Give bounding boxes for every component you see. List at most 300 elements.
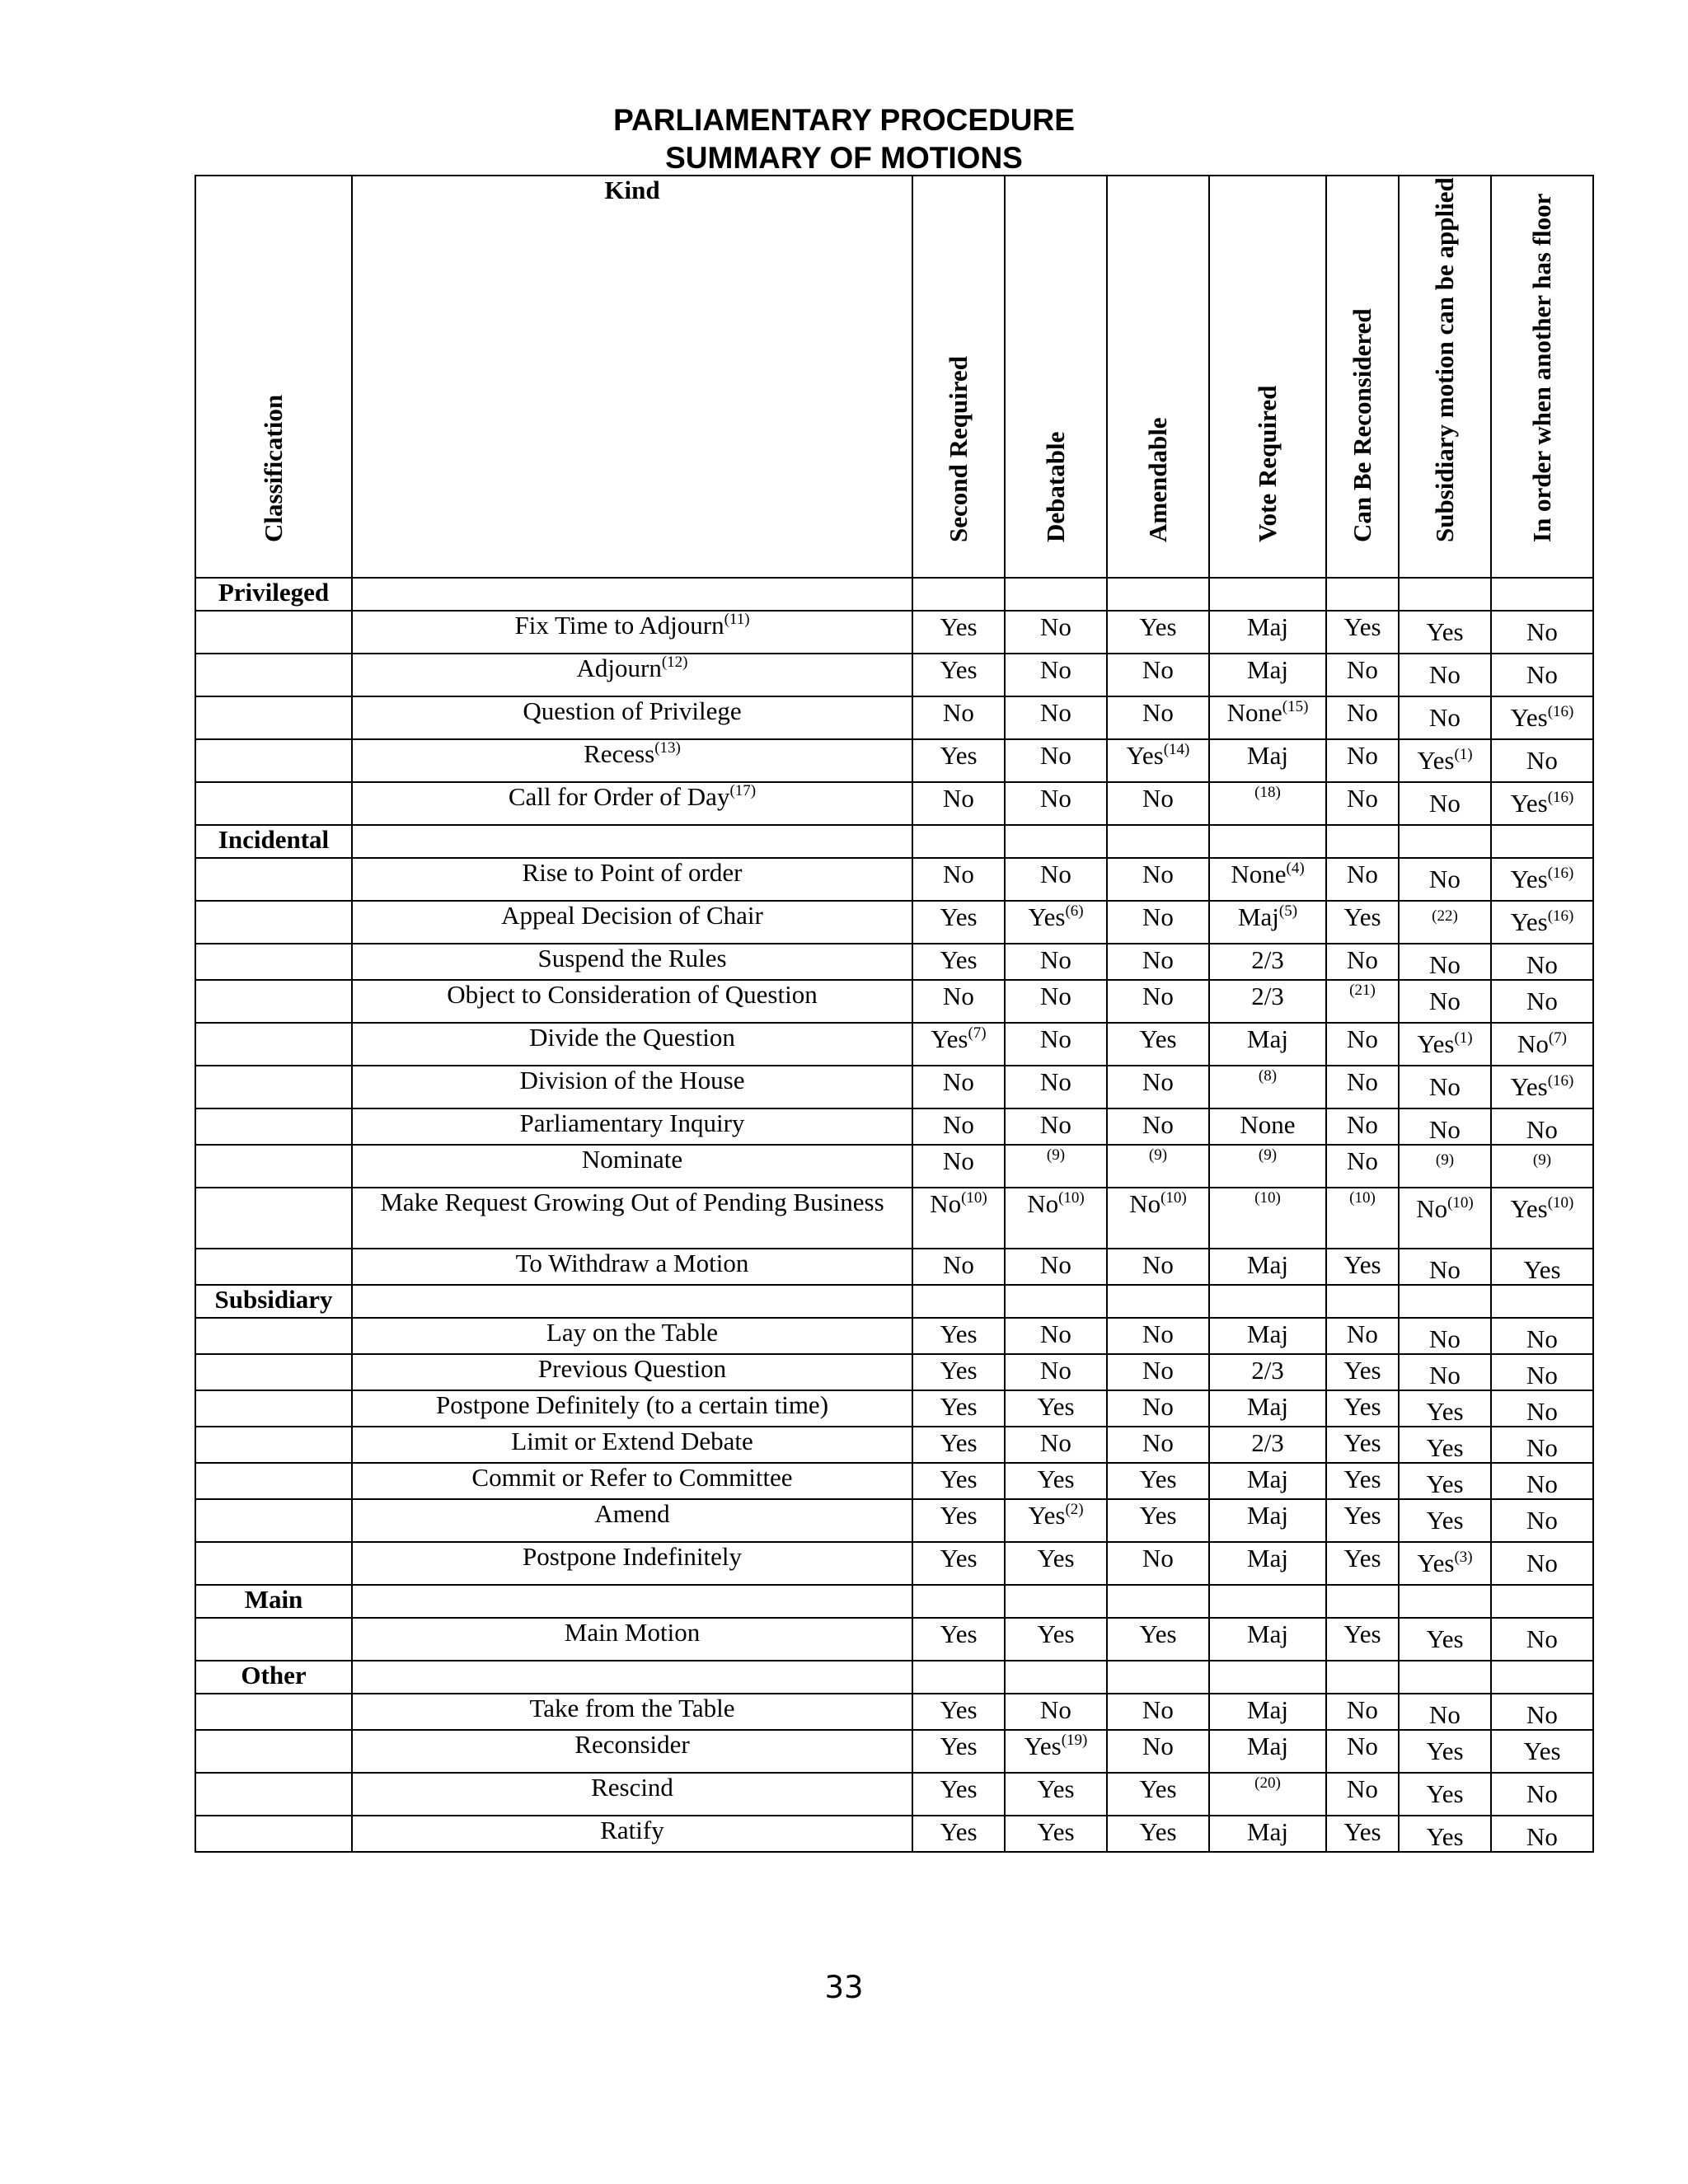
- header-subsidiary-label: Subsidiary motion can be applied: [1430, 177, 1459, 542]
- kind-cell: [352, 980, 912, 1023]
- value-cell: [1326, 1463, 1399, 1499]
- value-cell: [1399, 1145, 1491, 1188]
- kind-cell: [352, 1730, 912, 1773]
- value-cell: [1209, 1661, 1326, 1694]
- section-row-incidental: [195, 825, 1593, 858]
- page-number: 33: [824, 1970, 864, 2005]
- cell-value: Yes: [940, 902, 978, 931]
- cell-value: Yes: [940, 1392, 978, 1421]
- kind-label: Make Request Growing Out of Pending Business: [380, 1188, 884, 1216]
- cell-value: No: [1142, 982, 1174, 1010]
- cell-value: No: [1429, 1361, 1461, 1390]
- value-cell: [912, 739, 1005, 782]
- cell-value: Yes: [1426, 1736, 1464, 1765]
- cell-value: No: [1347, 784, 1378, 813]
- cell-value: Yes: [1343, 1250, 1381, 1279]
- value-cell: [912, 1188, 1005, 1249]
- cell-value: No: [1347, 1067, 1378, 1096]
- value-cell: [1399, 1542, 1491, 1585]
- value-cell: [1005, 1618, 1107, 1661]
- footnote-ref: (9): [1148, 1146, 1168, 1164]
- header-classification-label: Classification: [259, 394, 288, 542]
- value-cell: [1326, 1427, 1399, 1463]
- kind-cell: [352, 1542, 912, 1585]
- classification-cell: [195, 1390, 352, 1427]
- value-cell: [1209, 696, 1326, 739]
- cell-value: No: [1526, 660, 1558, 689]
- cell-value: No: [1040, 612, 1071, 641]
- footnote-ref: (10): [961, 1189, 987, 1207]
- value-cell: [912, 1463, 1005, 1499]
- value-cell: [1209, 1145, 1326, 1188]
- value-cell: [1107, 1285, 1209, 1318]
- value-cell: [1005, 1188, 1107, 1249]
- footnote-ref: (9): [1258, 1146, 1278, 1164]
- footnote-ref: (19): [1061, 1732, 1088, 1749]
- value-cell: [1107, 1427, 1209, 1463]
- cell-value: No: [1142, 1695, 1174, 1724]
- value-cell: [1326, 944, 1399, 980]
- kind-label: Rise to Point of order: [522, 858, 743, 887]
- value-cell: [1209, 1463, 1326, 1499]
- classification-cell: [195, 1499, 352, 1542]
- footnote-ref: (16): [1547, 1072, 1574, 1090]
- value-cell: [1399, 1661, 1491, 1694]
- value-cell: [1326, 1354, 1399, 1390]
- cell-value: No: [1040, 1067, 1071, 1096]
- cell-value: Yes: [1037, 1465, 1075, 1493]
- value-cell: [1326, 1618, 1399, 1661]
- footnote-ref: (7): [1548, 1029, 1568, 1047]
- kind-label: To Withdraw a Motion: [515, 1249, 749, 1277]
- cell-value: No: [1526, 1822, 1558, 1851]
- cell-value: No: [1040, 1250, 1071, 1279]
- cell-value: No: [1040, 698, 1071, 727]
- kind-label: Fix Time to Adjourn: [514, 611, 724, 640]
- cell-value: Yes: [1426, 1624, 1464, 1653]
- value-cell: [1107, 901, 1209, 944]
- value-cell: [1107, 1730, 1209, 1773]
- header-debatable-label: Debatable: [1041, 431, 1070, 542]
- value-cell: [1107, 1318, 1209, 1354]
- header-in-order-label: In order when another has floor: [1527, 193, 1556, 542]
- footnote-ref: (21): [1349, 982, 1376, 999]
- cell-value: Maj: [1247, 1695, 1288, 1724]
- value-cell: [1326, 1730, 1399, 1773]
- kind-cell: [352, 1354, 912, 1390]
- cell-value: Yes: [1417, 746, 1455, 775]
- cell-value: Yes: [1037, 1774, 1075, 1803]
- cell-value: None: [1240, 1110, 1296, 1139]
- cell-value: Yes: [1510, 703, 1548, 732]
- value-cell: [1107, 1816, 1209, 1852]
- kind-label: Main Motion: [564, 1618, 701, 1647]
- cell-value: Yes: [1510, 1194, 1548, 1223]
- classification-cell: Main: [195, 1585, 352, 1618]
- cell-value: Maj: [1237, 902, 1279, 931]
- cell-value: 2/3: [1251, 1356, 1284, 1385]
- value-cell: [912, 782, 1005, 825]
- value-cell: [1005, 1285, 1107, 1318]
- value-cell: [1491, 1390, 1593, 1427]
- value-cell: [1399, 1816, 1491, 1852]
- value-cell: [1491, 1730, 1593, 1773]
- table-row: [195, 1773, 1593, 1816]
- table-row: [195, 858, 1593, 901]
- header-amendable-label: Amendable: [1143, 417, 1172, 542]
- cell-value: Yes: [940, 1695, 978, 1724]
- value-cell: [1209, 1285, 1326, 1318]
- footnote-ref: (10): [1547, 1194, 1574, 1212]
- value-cell: [1326, 611, 1399, 654]
- cell-value: No: [1429, 987, 1461, 1015]
- classification-cell: [195, 1730, 352, 1773]
- header-row: [195, 176, 1593, 578]
- cell-value: No: [1429, 1072, 1461, 1101]
- value-cell: [1005, 1773, 1107, 1816]
- value-cell: [912, 1390, 1005, 1427]
- value-cell: [912, 901, 1005, 944]
- cell-value: No: [1040, 982, 1071, 1010]
- value-cell: [1107, 1108, 1209, 1145]
- value-cell: [1107, 1542, 1209, 1585]
- value-cell: [1005, 1499, 1107, 1542]
- value-cell: [1209, 654, 1326, 696]
- classification-cell: [195, 696, 352, 739]
- cell-value: No: [1142, 698, 1174, 727]
- header-can-be-reconsidered: [1326, 176, 1399, 578]
- table-row: [195, 654, 1593, 696]
- cell-value: None: [1226, 698, 1282, 727]
- cell-value: No: [1142, 945, 1174, 974]
- value-cell: [1005, 1463, 1107, 1499]
- value-cell: [1491, 1108, 1593, 1145]
- cell-value: Maj: [1247, 1817, 1288, 1846]
- value-cell: [1491, 782, 1593, 825]
- cell-value: No: [1347, 1319, 1378, 1348]
- value-cell: [912, 1499, 1005, 1542]
- value-cell: [912, 1023, 1005, 1066]
- value-cell: [1326, 1661, 1399, 1694]
- value-cell: [1491, 1354, 1593, 1390]
- value-cell: [1107, 980, 1209, 1023]
- cell-value: No: [1040, 655, 1071, 684]
- cell-value: No: [943, 1146, 974, 1175]
- value-cell: [1107, 1249, 1209, 1285]
- cell-value: No: [1429, 1255, 1461, 1284]
- value-cell: [1399, 825, 1491, 858]
- value-cell: [912, 1730, 1005, 1773]
- value-cell: [1209, 1773, 1326, 1816]
- value-cell: [1399, 980, 1491, 1023]
- footnote-ref: (10): [1160, 1189, 1187, 1207]
- header-vote-required: [1209, 176, 1326, 578]
- classification-cell: [195, 1816, 352, 1852]
- value-cell: [1005, 1108, 1107, 1145]
- value-cell: [1005, 1694, 1107, 1730]
- value-cell: [1005, 1661, 1107, 1694]
- footnote-ref: (16): [1547, 703, 1574, 720]
- cell-value: No: [1142, 1110, 1174, 1139]
- cell-value: Maj: [1247, 1501, 1288, 1530]
- cell-value: Yes: [1343, 612, 1381, 641]
- kind-cell: [352, 825, 912, 858]
- value-cell: [1107, 696, 1209, 739]
- cell-value: Yes: [940, 1619, 978, 1648]
- value-cell: [1005, 739, 1107, 782]
- cell-value: Yes: [940, 1774, 978, 1803]
- value-cell: [1209, 1542, 1326, 1585]
- value-cell: [1399, 578, 1491, 611]
- value-cell: [1326, 1585, 1399, 1618]
- classification-cell: [195, 1694, 352, 1730]
- value-cell: [1005, 654, 1107, 696]
- value-cell: [1209, 1354, 1326, 1390]
- cell-value: No: [1526, 746, 1558, 775]
- kind-cell: [352, 611, 912, 654]
- cell-value: No: [1429, 950, 1461, 979]
- classification-cell: [195, 1188, 352, 1249]
- header-classification: [195, 176, 352, 578]
- footnote-ref: (15): [1282, 698, 1309, 715]
- cell-value: No: [1142, 1428, 1174, 1457]
- kind-label: Nominate: [581, 1145, 683, 1174]
- table-row: [195, 1066, 1593, 1108]
- value-cell: [1005, 1318, 1107, 1354]
- cell-value: Yes: [940, 1465, 978, 1493]
- cell-value: No: [1416, 1194, 1448, 1223]
- value-cell: [1005, 611, 1107, 654]
- value-cell: [1209, 1390, 1326, 1427]
- value-cell: [1107, 1023, 1209, 1066]
- cell-value: No: [1027, 1189, 1059, 1218]
- value-cell: [1399, 1318, 1491, 1354]
- cell-value: Yes: [1139, 612, 1177, 641]
- cell-value: No: [1526, 617, 1558, 646]
- value-cell: [1107, 944, 1209, 980]
- header-debatable: [1005, 176, 1107, 578]
- cell-value: No: [1040, 860, 1071, 888]
- kind-cell: [352, 1390, 912, 1427]
- kind-label: Object to Consideration of Question: [447, 980, 818, 1009]
- kind-label: Rescind: [591, 1773, 673, 1802]
- section-row-subsidiary: [195, 1285, 1593, 1318]
- cell-value: No: [1142, 1392, 1174, 1421]
- value-cell: [1491, 578, 1593, 611]
- cell-value: No: [1347, 1110, 1378, 1139]
- value-cell: [1107, 1694, 1209, 1730]
- cell-value: Maj: [1247, 1619, 1288, 1648]
- cell-value: No: [1526, 1433, 1558, 1462]
- kind-cell: [352, 696, 912, 739]
- cell-value: No: [943, 698, 974, 727]
- cell-value: Yes: [940, 612, 978, 641]
- value-cell: [1491, 1618, 1593, 1661]
- value-cell: [1491, 1318, 1593, 1354]
- footnote-ref: (20): [1254, 1774, 1281, 1792]
- table-row: [195, 1427, 1593, 1463]
- classification-cell: [195, 739, 352, 782]
- value-cell: [1399, 1390, 1491, 1427]
- value-cell: [1005, 696, 1107, 739]
- cell-value: Yes: [931, 1024, 968, 1053]
- cell-value: No: [1347, 698, 1378, 727]
- value-cell: [1005, 1145, 1107, 1188]
- kind-cell: [352, 901, 912, 944]
- value-cell: [1209, 858, 1326, 901]
- footnote-ref: (9): [1046, 1146, 1066, 1164]
- value-cell: [912, 1542, 1005, 1585]
- kind-cell: [352, 1318, 912, 1354]
- cell-value: No: [1142, 1319, 1174, 1348]
- cell-value: Maj: [1247, 741, 1288, 770]
- kind-label: Postpone Indefinitely: [522, 1542, 743, 1571]
- cell-value: No: [1526, 1469, 1558, 1498]
- classification-cell: [195, 980, 352, 1023]
- cell-value: Yes: [1426, 1506, 1464, 1535]
- cell-value: No: [1040, 1356, 1071, 1385]
- value-cell: [1005, 1585, 1107, 1618]
- value-cell: [1209, 1249, 1326, 1285]
- cell-value: Yes: [1426, 1397, 1464, 1426]
- classification-cell: Subsidiary: [195, 1285, 352, 1318]
- cell-value: No: [930, 1189, 962, 1218]
- value-cell: [1107, 654, 1209, 696]
- cell-value: Yes: [1510, 865, 1548, 893]
- value-cell: [1209, 944, 1326, 980]
- section-row-privileged: [195, 578, 1593, 611]
- value-cell: [1399, 782, 1491, 825]
- cell-value: Yes: [1343, 1356, 1381, 1385]
- value-cell: [1209, 1618, 1326, 1661]
- table-row: [195, 739, 1593, 782]
- kind-label: Lay on the Table: [546, 1318, 719, 1347]
- value-cell: [1107, 1585, 1209, 1618]
- value-cell: [912, 654, 1005, 696]
- cell-value: No: [1526, 1324, 1558, 1353]
- kind-cell: [352, 1463, 912, 1499]
- cell-value: No: [1142, 1356, 1174, 1385]
- value-cell: [1005, 1816, 1107, 1852]
- value-cell: [912, 1318, 1005, 1354]
- value-cell: [1491, 1249, 1593, 1285]
- value-cell: [1209, 1816, 1326, 1852]
- cell-value: Yes: [1139, 1501, 1177, 1530]
- value-cell: [1491, 611, 1593, 654]
- value-cell: [1399, 1773, 1491, 1816]
- cell-value: No: [1429, 865, 1461, 893]
- kind-label: Question of Privilege: [523, 696, 742, 725]
- footnote-ref: (12): [661, 654, 688, 671]
- value-cell: [1107, 578, 1209, 611]
- cell-value: Yes: [1510, 907, 1548, 936]
- cell-value: No: [1040, 945, 1071, 974]
- cell-value: No: [1526, 950, 1558, 979]
- kind-cell: [352, 1188, 912, 1249]
- kind-cell: [352, 1773, 912, 1816]
- kind-cell: [352, 739, 912, 782]
- value-cell: [1491, 1023, 1593, 1066]
- kind-label: Call for Order of Day: [508, 782, 730, 811]
- table-row: [195, 1618, 1593, 1661]
- value-cell: [1107, 611, 1209, 654]
- cell-value: Yes: [1343, 1817, 1381, 1846]
- kind-label: Take from the Table: [529, 1694, 735, 1722]
- page-title-line1: PARLIAMENTARY PROCEDURE: [613, 103, 1075, 137]
- kind-cell: [352, 1066, 912, 1108]
- cell-value: Yes: [1343, 902, 1381, 931]
- header-amendable: [1107, 176, 1209, 578]
- value-cell: [1491, 1542, 1593, 1585]
- value-cell: [1326, 1390, 1399, 1427]
- value-cell: [1399, 1285, 1491, 1318]
- footnote-ref: (6): [1065, 902, 1084, 920]
- value-cell: [1107, 1773, 1209, 1816]
- classification-cell: Other: [195, 1661, 352, 1694]
- cell-value: Yes: [1028, 902, 1066, 931]
- kind-cell: [352, 858, 912, 901]
- value-cell: [1399, 901, 1491, 944]
- value-cell: [1107, 858, 1209, 901]
- value-cell: [1005, 1730, 1107, 1773]
- value-cell: [912, 1618, 1005, 1661]
- value-cell: [1399, 858, 1491, 901]
- value-cell: [1107, 1188, 1209, 1249]
- cell-value: No: [1142, 902, 1174, 931]
- kind-cell: [352, 1427, 912, 1463]
- value-cell: [1491, 696, 1593, 739]
- value-cell: [1005, 1066, 1107, 1108]
- kind-cell: [352, 1694, 912, 1730]
- cell-value: Yes: [1037, 1619, 1075, 1648]
- motions-table: [195, 175, 1594, 1853]
- value-cell: [1005, 1249, 1107, 1285]
- value-cell: [1399, 1694, 1491, 1730]
- header-second-label: Second Required: [944, 356, 973, 542]
- cell-value: Maj: [1247, 1024, 1288, 1053]
- kind-cell: [352, 782, 912, 825]
- value-cell: [1399, 696, 1491, 739]
- value-cell: [1209, 739, 1326, 782]
- table-row: [195, 980, 1593, 1023]
- cell-value: Yes: [1024, 1732, 1062, 1760]
- classification-cell: [195, 611, 352, 654]
- value-cell: [1399, 1463, 1491, 1499]
- cell-value: Yes: [1139, 1465, 1177, 1493]
- value-cell: [1209, 901, 1326, 944]
- value-cell: [912, 611, 1005, 654]
- classification-cell: [195, 858, 352, 901]
- kind-cell: [352, 1618, 912, 1661]
- kind-cell: [352, 1585, 912, 1618]
- cell-value: Maj: [1247, 655, 1288, 684]
- header-second-required: [912, 176, 1005, 578]
- kind-label: Previous Question: [537, 1354, 727, 1383]
- value-cell: [1326, 1188, 1399, 1249]
- value-cell: [1209, 1427, 1326, 1463]
- cell-value: No: [1142, 860, 1174, 888]
- kind-label: Ratify: [600, 1816, 664, 1844]
- value-cell: [1399, 1188, 1491, 1249]
- value-cell: [1326, 1108, 1399, 1145]
- footnote-ref: (17): [729, 782, 757, 799]
- classification-cell: [195, 1249, 352, 1285]
- value-cell: [1326, 901, 1399, 944]
- value-cell: [1107, 1066, 1209, 1108]
- cell-value: Yes: [1417, 1549, 1455, 1577]
- cell-value: Yes: [1343, 1465, 1381, 1493]
- footnote-ref: (10): [1447, 1194, 1474, 1212]
